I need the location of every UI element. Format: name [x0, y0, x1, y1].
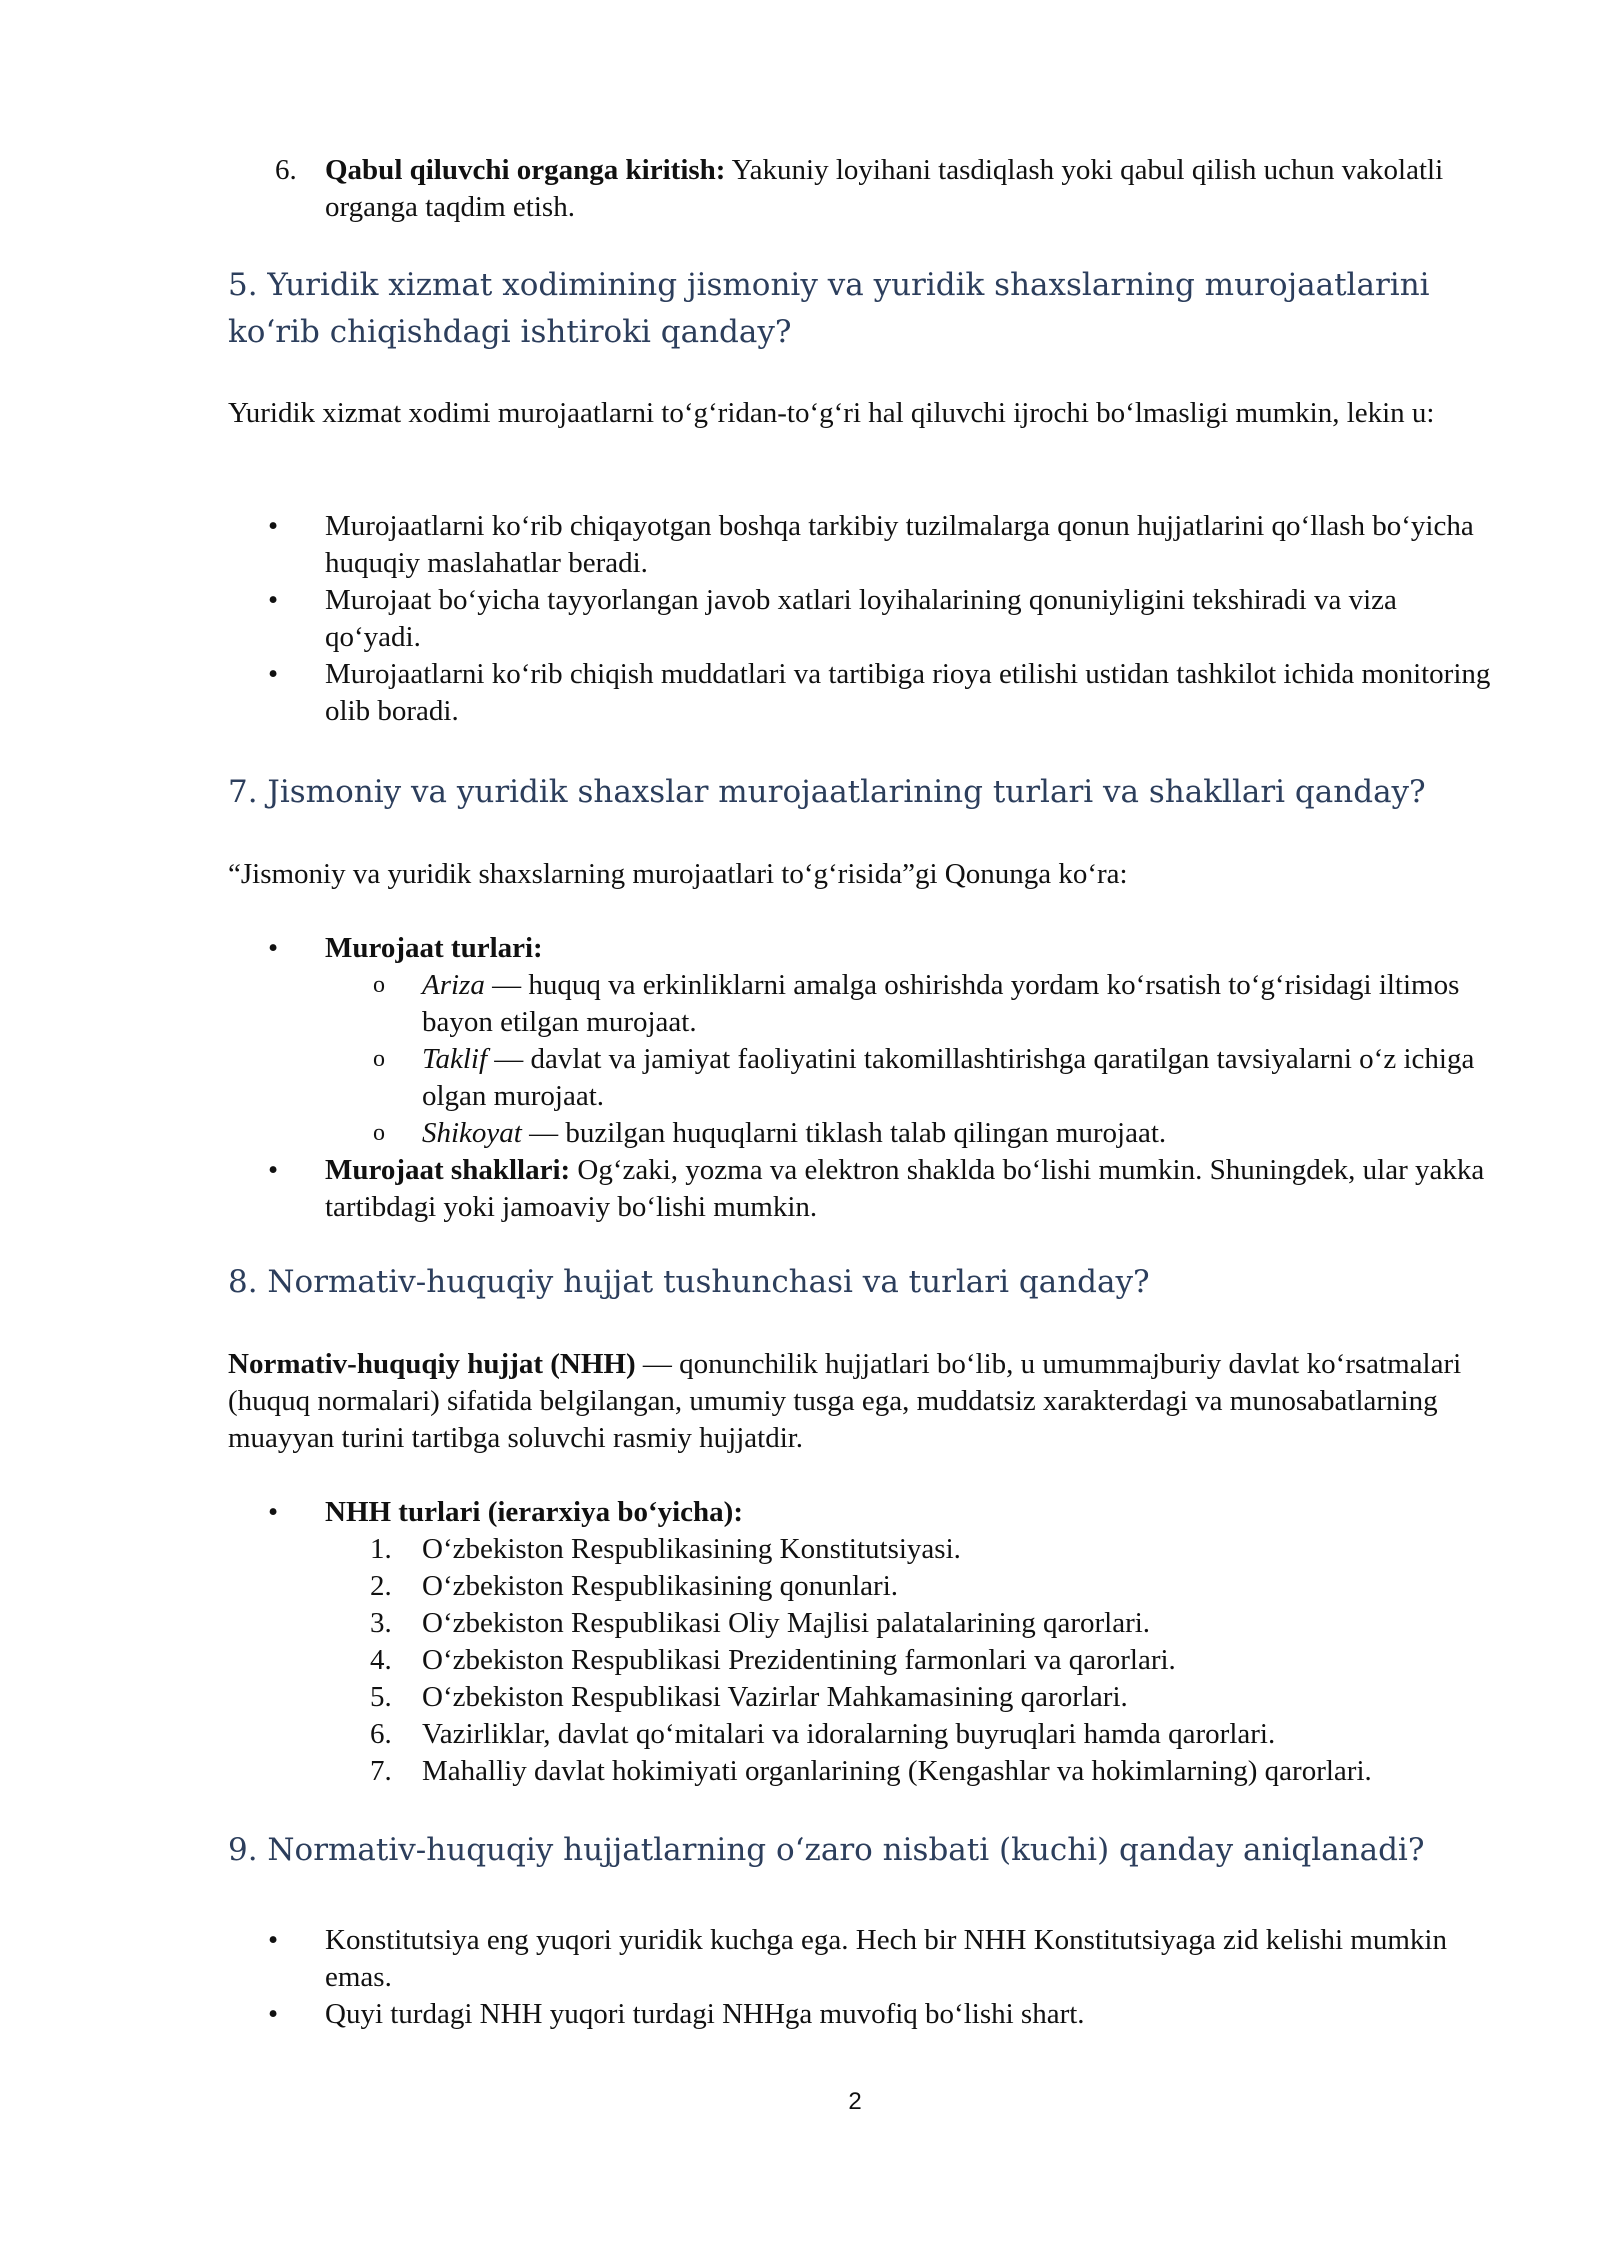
section-8-definition	[228, 1346, 1518, 1457]
bullet-dot: •	[268, 1924, 279, 1956]
list-number: 2.	[370, 1570, 392, 1602]
list-item: O‘zbekiston Respublikasi Vazirlar Mahkamasining qarorlari.	[422, 1681, 1128, 1713]
types-label: Murojaat turlari:	[325, 932, 543, 964]
forms-text: Og‘zaki, yozma va elektron shaklda bo‘lishi mumkin. Shuningdek, ular yakka tartibdagi yoki jamoaviy bo‘lishi mumkin.	[325, 1154, 1485, 1223]
sub-bullet-text	[422, 1041, 1502, 1115]
bullet-text: Quyi turdagi NHH yuqori turdagi NHHga muvofiq bo‘lishi shart.	[325, 1998, 1085, 2030]
bullet-text: Murojaatlarni ko‘rib chiqish muddatlari va tartibiga rioya etilishi ustidan tashkilot ichida monitoring olib boradi.	[325, 658, 1491, 727]
term-definition: — huquq va erkinliklarni amalga oshirishda yordam ko‘rsatish to‘g‘risidagi iltimos bayon etilgan murojaat.	[422, 969, 1460, 1038]
bullet-dot: •	[268, 1154, 279, 1186]
section-7-heading: 7. Jismoniy va yuridik shaxslar murojaatlarining turlari va shakllari qanday?	[228, 774, 1426, 810]
list-item: Vazirliklar, davlat qo‘mitalari va idoralarning buyruqlari hamda qarorlari.	[422, 1718, 1276, 1750]
definition-text: — qonunchilik hujjatlari bo‘lib, u umummajburiy davlat ko‘rsatmalari (huquq normalari) sifatida belgilangan, umumiy tusga ega, muddatsiz xarakterdagi va munosabatlarning muayyan turini tartibga soluvchi rasmiy hujjatdir.	[228, 1348, 1462, 1454]
section-7-intro: “Jismoniy va yuridik shaxslarning murojaatlari to‘g‘risida”gi Qonunga ko‘ra:	[228, 858, 1128, 890]
sub-bullet-o: o	[373, 1120, 385, 1146]
bullet-dot: •	[268, 584, 279, 616]
list-item: O‘zbekiston Respublikasi Prezidentining farmonlari va qarorlari.	[422, 1644, 1176, 1676]
section-5-intro: Yuridik xizmat xodimi murojaatlarni to‘g‘ridan-to‘g‘ri hal qiluvchi ijrochi bo‘lmasligi mumkin, lekin u:	[228, 397, 1435, 429]
term-definition: — davlat va jamiyat faoliyatini takomillashtirishga qaratilgan tavsiyalarni o‘z ichiga olgan murojaat.	[422, 1043, 1475, 1112]
term: Taklif	[422, 1043, 488, 1075]
term-definition: — buzilgan huquqlarni tiklash talab qilingan murojaat.	[521, 1117, 1167, 1149]
list-item: O‘zbekiston Respublikasining Konstitutsiyasi.	[422, 1533, 961, 1565]
bullet-dot: •	[268, 1998, 279, 2030]
item-bold-label: Qabul qiluvchi organga kiritish:	[325, 154, 726, 186]
sub-bullet-text	[422, 1115, 1502, 1152]
bullet-dot: •	[268, 510, 279, 542]
list-item-text	[325, 152, 1495, 226]
term: Ariza	[422, 969, 485, 1001]
list-number: 4.	[370, 1644, 392, 1676]
page-number: 2	[848, 2088, 862, 2115]
section-9-heading: 9. Normativ-huquqiy hujjatlarning o‘zaro nisbati (kuchi) qanday aniqlanadi?	[228, 1832, 1425, 1868]
list-item: O‘zbekiston Respublikasi Oliy Majlisi palatalarining qarorlari.	[422, 1607, 1151, 1639]
nhh-types-label-line	[325, 1494, 1495, 1531]
bullet-text: Murojaat bo‘yicha tayyorlangan javob xatlari loyihalarining qonuniyligini tekshiradi va viza qo‘yadi.	[325, 584, 1397, 653]
list-number: 6.	[370, 1718, 392, 1750]
list-item: O‘zbekiston Respublikasining qonunlari.	[422, 1570, 899, 1602]
bullet-dot: •	[268, 932, 279, 964]
bullet-text: Murojaatlarni ko‘rib chiqayotgan boshqa tarkibiy tuzilmalarga qonun hujjatlarini qo‘llash bo‘yicha huquqiy maslahatlar beradi.	[325, 510, 1474, 579]
forms-label: Murojaat shakllari:	[325, 1154, 571, 1186]
list-number: 5.	[370, 1681, 392, 1713]
types-label-line	[325, 930, 1495, 967]
list-number: 3.	[370, 1607, 392, 1639]
nhh-types-label: NHH turlari (ierarxiya bo‘yicha):	[325, 1496, 743, 1528]
sub-bullet-text	[422, 967, 1502, 1041]
bullet-text	[325, 1152, 1495, 1226]
sub-bullet-o: o	[373, 1046, 385, 1072]
section-5-heading: 5. Yuridik xizmat xodimining jismoniy va yuridik shaxslarning murojaatlarini ko‘rib chiqishdagi ishtiroki qanday?	[228, 267, 1430, 350]
term: Shikoyat	[422, 1117, 522, 1149]
bullet-dot: •	[268, 1496, 279, 1528]
list-item: Mahalliy davlat hokimiyati organlarining (Kengashlar va hokimlarning) qarorlari.	[422, 1755, 1372, 1787]
list-number: 1.	[370, 1533, 392, 1565]
item-text: Yakuniy loyihani tasdiqlash yoki qabul qilish uchun vakolatli organga taqdim etish.	[325, 154, 1444, 223]
list-number: 7.	[370, 1755, 392, 1787]
sub-bullet-o: o	[373, 972, 385, 998]
definition-term: Normativ-huquqiy hujjat (NHH)	[228, 1348, 636, 1380]
section-8-heading: 8. Normativ-huquqiy hujjat tushunchasi va turlari qanday?	[228, 1264, 1150, 1300]
bullet-dot: •	[268, 658, 279, 690]
list-number: 6.	[275, 154, 297, 186]
bullet-text: Konstitutsiya eng yuqori yuridik kuchga ega. Hech bir NHH Konstitutsiyaga zid kelishi mumkin emas.	[325, 1924, 1447, 1993]
